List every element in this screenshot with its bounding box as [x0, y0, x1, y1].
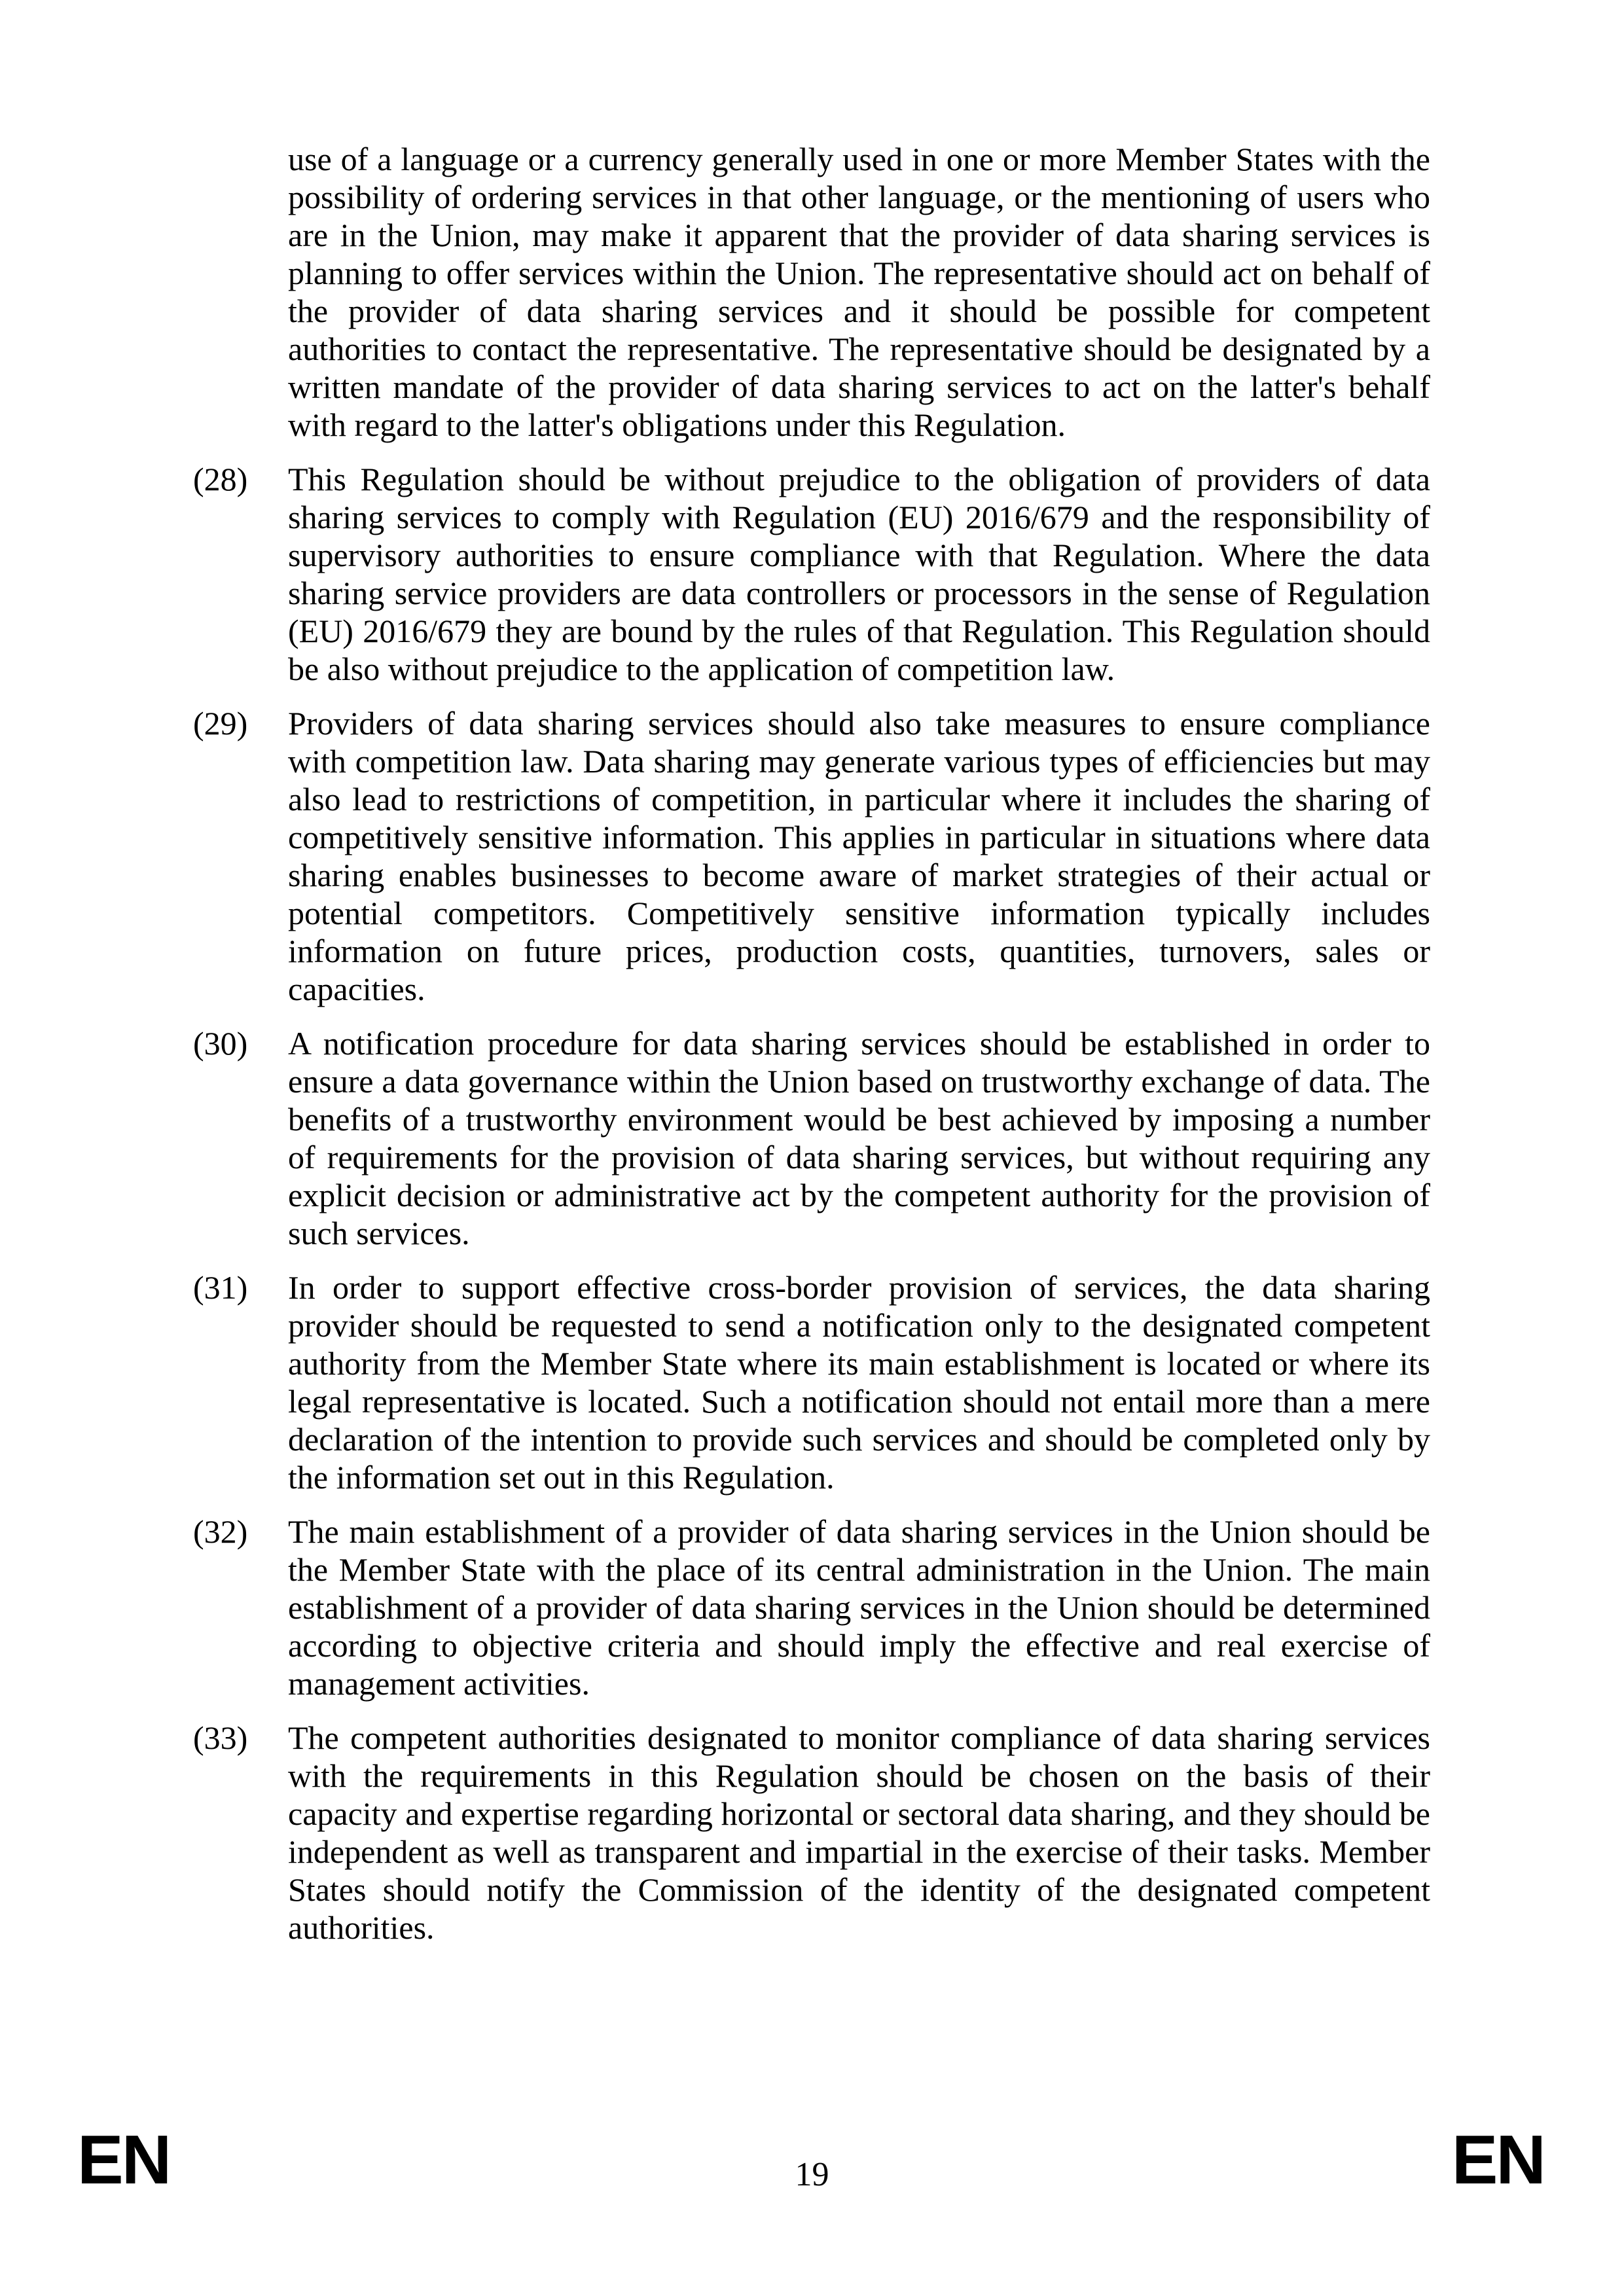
page-number: 19 — [795, 2156, 829, 2193]
recital-text: The competent authorities designated to monitor compliance of data sharing services with the requirements in this Regulation should be chosen on the basis of their capacity and expertise regarding horizontal or sectoral data sharing, and they should be independent as well as transparent and impartial in the exercise of their tasks. Member States should notify the Commission of the identity of the designated competent authorities. — [288, 1719, 1430, 1946]
recital-paragraph-31 — [193, 1268, 1430, 1496]
recital-text: A notification procedure for data sharing services should be established in order to ensure a data governance within the Union based on trustworthy exchange of data. The benefits of a trustworthy environment would be best achieved by imposing a number of requirements for the provision of data sharing services, but without requiring any explicit decision or administrative act by the competent authority for the provision of such services. — [288, 1025, 1430, 1251]
recital-number: (29) — [193, 705, 248, 742]
recital-number: (31) — [193, 1269, 248, 1306]
recital-text: In order to support effective cross-border provision of services, the data sharing provider should be requested to send a notification only to the designated competent authority from the Member State where its main establishment is located or where its legal representative is located. Such a notification should not entail more than a mere declaration of the intention to provide such services and should be completed only by the information set out in this Regulation. — [288, 1269, 1430, 1496]
recital-text: This Regulation should be without prejudice to the obligation of providers of data sharing services to comply with Regulation (EU) 2016/679 and the responsibility of supervisory authorities to ensure compliance with that Regulation. Where the data sharing service providers are data controllers or processors in the sense of Regulation (EU) 2016/679 they are bound by the rules of that Regulation. This Regulation should be also without prejudice to the application of competition law. — [288, 461, 1430, 687]
recital-text: The main establishment of a provider of data sharing services in the Union should be the Member State with the place of its central administration in the Union. The main establishment of a provider of data sharing services in the Union should be determined according to objective criteria and should imply the effective and real exercise of management activities. — [288, 1513, 1430, 1702]
recital-number: (30) — [193, 1025, 248, 1062]
recital-paragraph-32 — [193, 1513, 1430, 1702]
language-code-left: EN — [77, 2121, 170, 2198]
language-code-right: EN — [1451, 2121, 1544, 2198]
recital-paragraph-33 — [193, 1719, 1430, 1946]
recital-paragraph-28 — [193, 460, 1430, 688]
recital-text: Providers of data sharing services should also take measures to ensure compliance with competition law. Data sharing may generate various types of efficiencies but may also lead to restrictions of competition, in particular where it includes the sharing of competitively sensitive information. This applies in particular in situations where data sharing enables businesses to become aware of market strategies of their actual or potential competitors. Competitively sensitive information typically includes information on future prices, production costs, quantities, turnovers, sales or capacities. — [288, 705, 1430, 1007]
recital-number: (32) — [193, 1513, 248, 1550]
recital-paragraph-30 — [193, 1024, 1430, 1252]
recital-number: (33) — [193, 1719, 248, 1756]
recital-text: use of a language or a currency generally used in one or more Member States with the possibility of ordering services in that other language, or the mentioning of users who are in the Union, may make it apparent that the provider of data sharing services is planning to offer services within the Union. The representative should act on behalf of the provider of data sharing services and it should be possible for competent authorities to contact the representative. The representative should be designated by a written mandate of the provider of data sharing services to act on the latter's behalf with regard to the latter's obligations under this Regulation. — [288, 141, 1430, 443]
recital-paragraph-continuation — [288, 140, 1430, 444]
recitals-content — [0, 140, 1624, 1963]
recital-paragraph-29 — [193, 704, 1430, 1008]
recital-number: (28) — [193, 461, 248, 497]
